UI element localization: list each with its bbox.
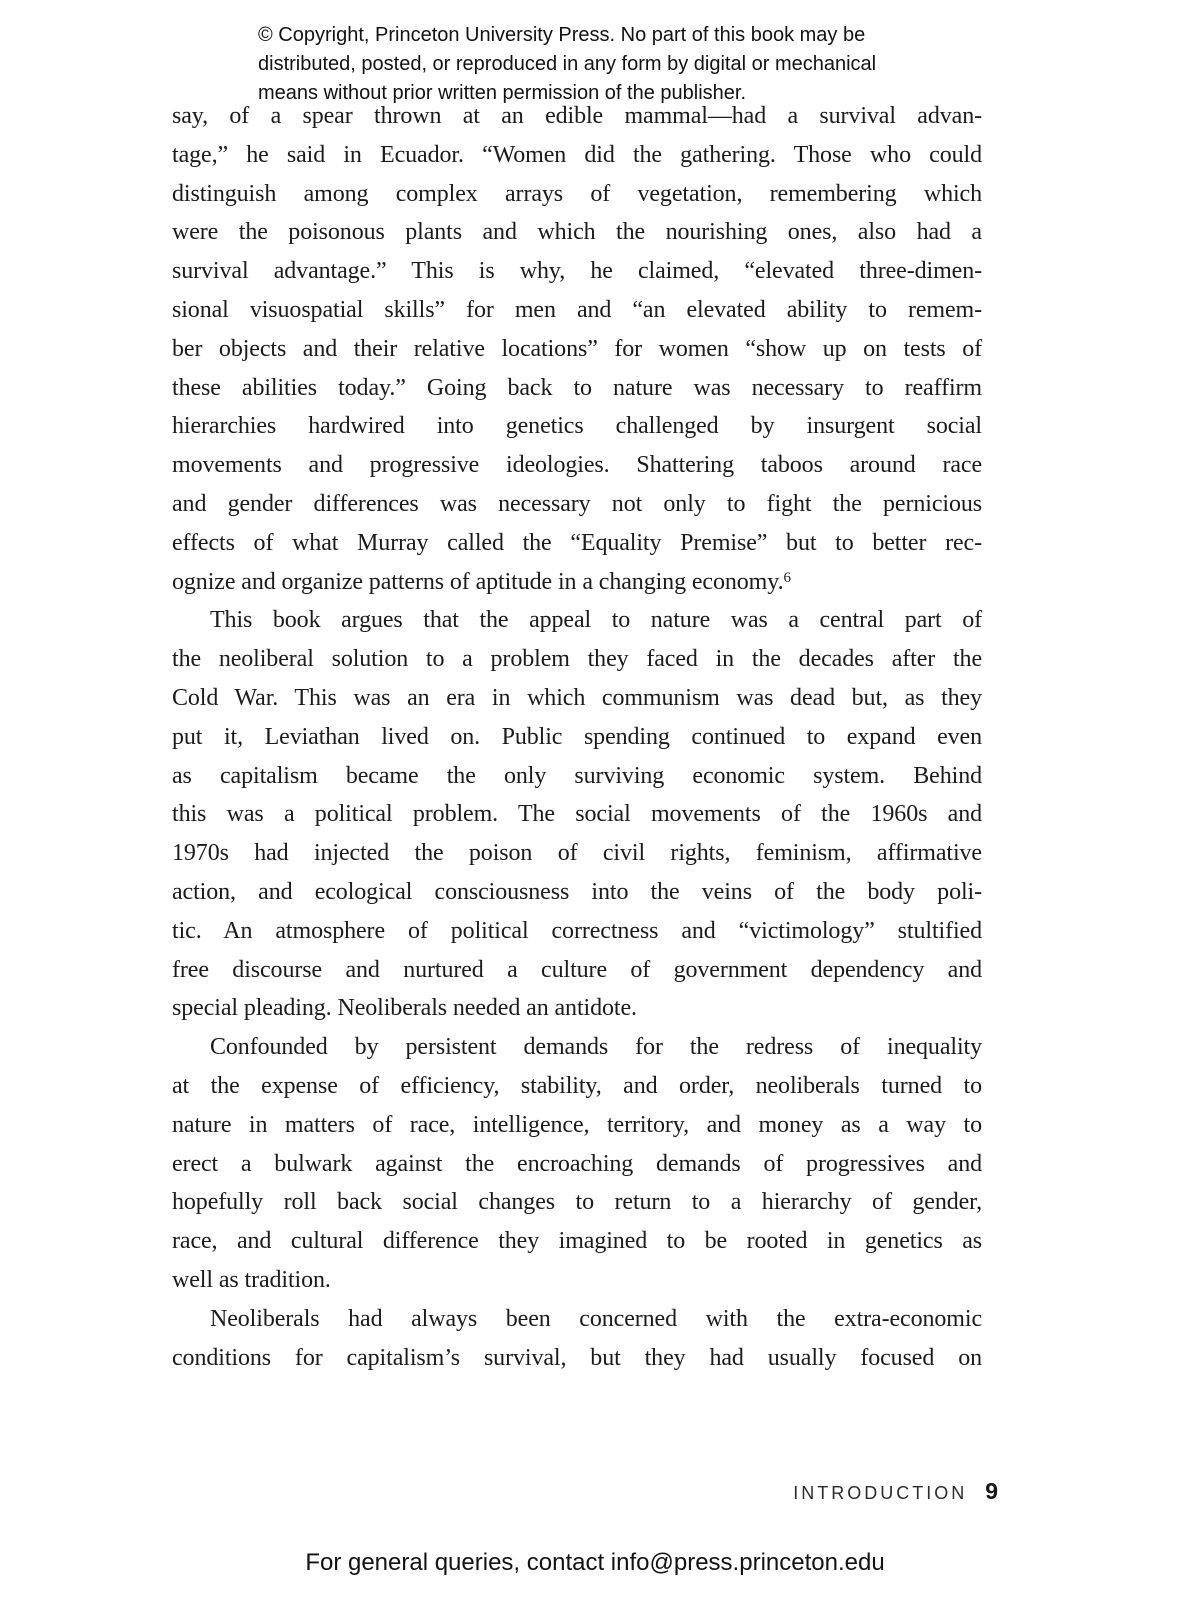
body-text bbox=[172, 97, 982, 1377]
text-line: tage,” he said in Ecuador. “Women did the gathering. Those who could bbox=[172, 141, 982, 168]
text-line: say, of a spear thrown at an edible mammal—had a survival advan- bbox=[172, 103, 982, 129]
copyright-notice bbox=[258, 21, 978, 108]
text-line: as capitalism became the only surviving economic system. Behind bbox=[172, 762, 982, 789]
text-line: Neoliberals had always been concerned with the extra-economic bbox=[210, 1305, 982, 1332]
text-line: survival advantage.” This is why, he claimed, “elevated three-dimen- bbox=[172, 258, 982, 285]
text-line-fragment: ognize and organize patterns of aptitude in a changing economy. bbox=[172, 568, 784, 595]
paragraph-2 bbox=[172, 601, 982, 1028]
text-line: hierarchies hardwired into genetics challenged by insurgent social bbox=[172, 413, 982, 440]
text-line: nature in matters of race, intelligence, territory, and money as a way to bbox=[172, 1111, 982, 1138]
text-line: this was a political problem. The social movements of the 1960s and bbox=[172, 801, 982, 828]
copyright-line: © Copyright, Princeton University Press. No part of this book may be bbox=[258, 24, 866, 46]
text-line: This book argues that the appeal to nature was a central part of bbox=[210, 607, 982, 634]
text-line: movements and progressive ideologies. Shattering taboos around race bbox=[172, 452, 982, 479]
text-line: free discourse and nurtured a culture of government dependency and bbox=[172, 956, 982, 983]
text-line: the neoliberal solution to a problem they faced in the decades after the bbox=[172, 646, 982, 673]
text-line: effects of what Murray called the “Equality Premise” but to better rec- bbox=[172, 529, 982, 556]
paragraph-3 bbox=[172, 1028, 982, 1300]
contact-line: For general queries, contact info@press.princeton.edu bbox=[305, 1549, 885, 1576]
text-line: 1970s had injected the poison of civil rights, feminism, affirmative bbox=[172, 840, 982, 867]
text-line: sional visuospatial skills” for men and “an elevated ability to remem- bbox=[172, 296, 982, 323]
text-line: well as tradition. bbox=[172, 1266, 331, 1293]
text-line: hopefully roll back social changes to return to a hierarchy of gender, bbox=[172, 1189, 982, 1216]
paragraph-1 bbox=[172, 97, 982, 601]
text-line: race, and cultural difference they imagined to be rooted in genetics as bbox=[172, 1228, 982, 1255]
copyright-line: distributed, posted, or reproduced in any form by digital or mechanical bbox=[258, 53, 877, 75]
text-line: distinguish among complex arrays of vegetation, remembering which bbox=[172, 180, 982, 207]
page-number: 9 bbox=[985, 1478, 998, 1504]
running-head: INTRODUCTION bbox=[793, 1483, 968, 1503]
text-line: ber objects and their relative locations” for women “show up on tests of bbox=[172, 335, 982, 362]
text-line: these abilities today.” Going back to nature was necessary to reaffirm bbox=[172, 374, 982, 401]
text-line: Confounded by persistent demands for the redress of inequality bbox=[210, 1034, 982, 1061]
text-line: were the poisonous plants and which the nourishing ones, also had a bbox=[172, 219, 982, 246]
running-footer bbox=[793, 1478, 998, 1505]
footnote-reference: 6 bbox=[783, 569, 791, 586]
text-line bbox=[172, 563, 982, 602]
text-line: Cold War. This was an era in which communism was dead but, as they bbox=[172, 684, 982, 711]
text-line: and gender differences was necessary not only to fight the pernicious bbox=[172, 490, 982, 517]
text-line: tic. An atmosphere of political correctness and “victimology” stultified bbox=[172, 917, 982, 944]
paragraph-4 bbox=[172, 1300, 982, 1378]
text-line: erect a bulwark against the encroaching demands of progressives and bbox=[172, 1150, 982, 1177]
text-line: at the expense of efficiency, stability, and order, neoliberals turned to bbox=[172, 1072, 982, 1099]
text-line: conditions for capitalism’s survival, but they had usually focused on bbox=[172, 1344, 982, 1371]
text-line: put it, Leviathan lived on. Public spending continued to expand even bbox=[172, 723, 982, 750]
copyright-line: means without prior written permission of the publisher. bbox=[258, 82, 747, 104]
text-line: action, and ecological consciousness into the veins of the body poli- bbox=[172, 878, 982, 905]
text-line: special pleading. Neoliberals needed an antidote. bbox=[172, 995, 637, 1022]
